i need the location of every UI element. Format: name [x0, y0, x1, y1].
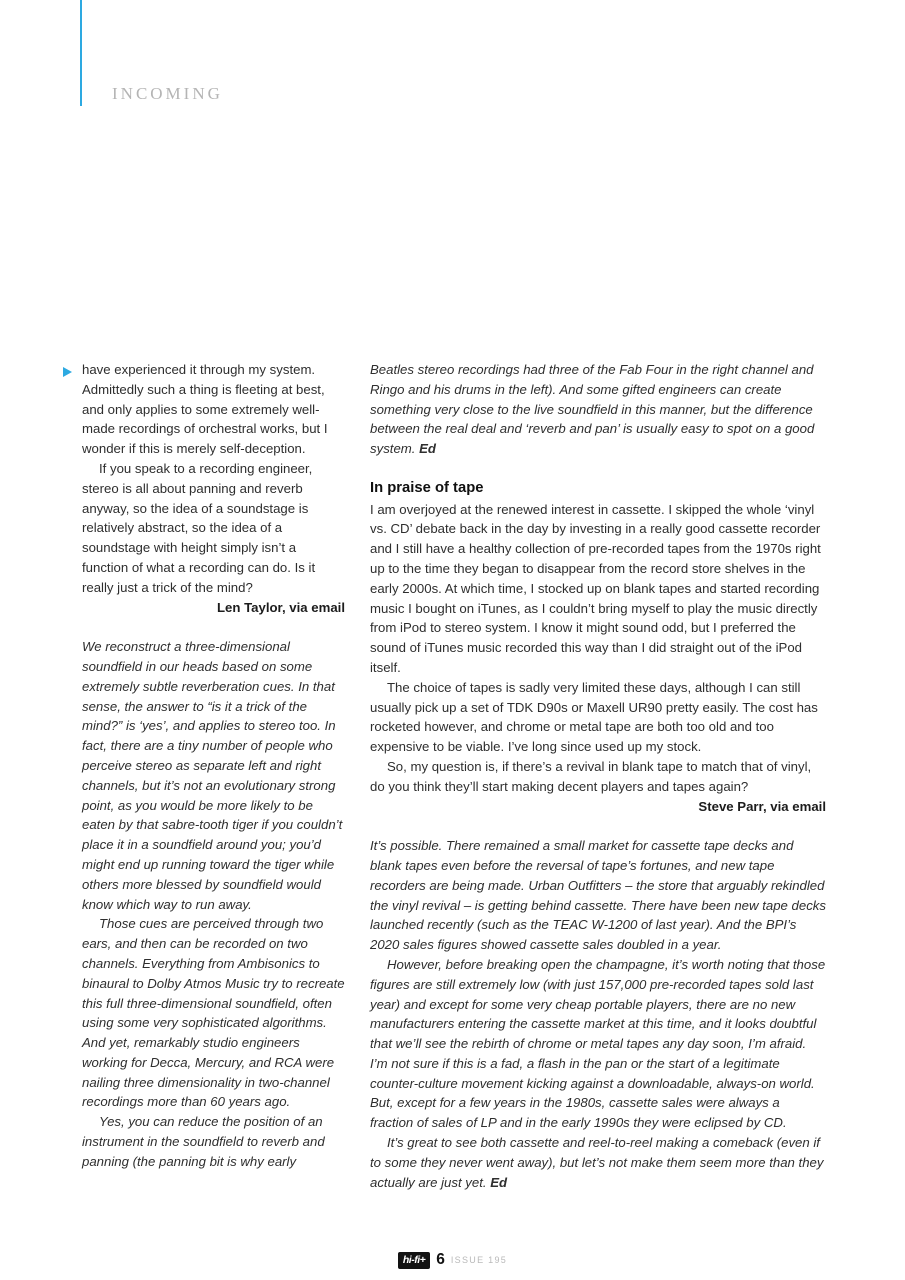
editor-reply-paragraph: We reconstruct a three-dimensional soundfield in our heads based on some extremely subtle reverberation cues. In that sense, the answer to “is it a trick of the mind?” is ‘yes’, and applies to stereo too. In fact, there are a tiny number of people who perceive stereo as separate left and right channels, but it’s not an evolutionary strong point, as you would be more likely to be eaten by that sabre-tooth tiger if you couldn’t place it in a soundfield around you; you’d might end up running toward the tiger while others more blessed by soundfield would know which way to run away.	[82, 639, 343, 912]
editor-reply-paragraph: Those cues are perceived through two ears, and then can be recorded on two channels. Everything from Ambisonics to binaural to Dolby Atmos Music try to recreate this full three-dimensional soundfield, often using some very sophisticated algorithms. And yet, remarkably studio engineers working for Decca, Mercury, and RCA were nailing three dimensionality in two-channel recordings more than 60 years ago.	[82, 916, 345, 1110]
editor-reply-paragraph	[370, 1133, 826, 1192]
letter-attribution: Steve Parr, via email	[698, 798, 826, 814]
letter-heading: In praise of tape	[370, 479, 484, 496]
left-column	[82, 360, 345, 1172]
editor-reply-paragraph: However, before breaking open the champagne, it’s worth noting that those figures are still extremely low (with just 157,000 pre-recorded tapes sold last year) and except for some very cheap portable players, there are no new manufacturers entering the cassette market at this time, and it looks doubtful that we’ll see the rebirth of chrome or metal tapes any day soon, I’m afraid. I’m not sure if this is a fad, a flash in the pan or the start of a legitimate counter-culture movement kicking against a downloadable, always-on world. But, except for a few years in the 1980s, cassette sales were always a fraction of sales of LP and in the early 1990s they were eclipsed by CD.	[370, 956, 826, 1131]
editor-reply-text: Beatles stereo recordings had three of the Fab Four in the right channel and Ringo and his drums in the left). And some gifted engineers can create something very close to the live soundfield in this manner, but the difference between the real deal and ‘reverb and pan’ is usually easy to spot on a good system.	[370, 362, 815, 457]
letter-paragraph: I am overjoyed at the renewed interest in cassette. I skipped the whole ‘vinyl vs. CD’ debate back in the day by investing in a really good cassette recorder and I still have a healthy collection of pre-recorded tapes from the 1970s right up to the time they began to disappear from the record store shelves in the early 2000s. At which time, I stocked up on blank tapes and started recording music I bought on iTunes, as I couldn’t bring myself to play the music directly from iPod to stereo system. I know it might sound odd, but I preferred the sound of iTunes music recorded this way than I did straight out of the iPod itself.	[370, 501, 821, 675]
issue-label: ISSUE 195	[450, 1255, 508, 1265]
editor-reply-text: It’s great to see both cassette and reel-to-reel making a comeback (even if to some they never went away), but let’s not make them seem more than they actually are just yet.	[370, 1135, 824, 1190]
right-column	[370, 360, 826, 1192]
editor-reply-paragraph: It’s possible. There remained a small market for cassette tape decks and blank tapes even before the reversal of tape’s fortunes, and new tape recorders are being made. Urban Outfitters – the store that arguably rekindled the vinyl revival – is getting behind cassette. There have been new tape decks launched recently (such as the TEAC W-1200 of last year). And the BPI’s 2020 sales figures showed cassette sales doubled in a year.	[370, 838, 826, 953]
hifi-plus-logo: hi-fi+	[398, 1252, 430, 1269]
editor-signature: Ed	[490, 1174, 508, 1190]
letter-paragraph: have experienced it through my system. Admittedly such a thing is fleeting at best, and only applies to some extremely well-made recordings of orchestral works, but I wonder if this is merely self-deception.	[82, 362, 328, 457]
letter-paragraph: If you speak to a recording engineer, stereo is all about panning and reverb anyway, so the idea of a soundstage is relatively abstract, so the idea of a soundstage with height simply isn’t a function of what a recording can do. Is it really just a trick of the mind?	[82, 460, 316, 595]
editor-reply-paragraph	[370, 360, 826, 459]
continuation-arrow-icon	[63, 367, 72, 377]
section-label: INCOMING	[112, 84, 223, 103]
letter-paragraph: The choice of tapes is sadly very limited these days, although I can still usually pick up a set of TDK D90s or Maxell UR90 pretty easily. The cost has rocketed however, and chrome or metal tape are both too old and too expensive to be viable. I’ve long since used up my stock.	[370, 679, 818, 755]
page-number: 6	[436, 1251, 445, 1268]
letter-attribution: Len Taylor, via email	[216, 599, 345, 615]
editor-reply-paragraph: Yes, you can reduce the position of an instrument in the soundfield to reverb and panning (the panning bit is why early	[82, 1114, 325, 1169]
accent-rule	[80, 0, 82, 106]
page-footer	[0, 1251, 905, 1269]
letter-paragraph: So, my question is, if there’s a revival in blank tape to match that of vinyl, do you think they’ll start making decent players and tapes again?	[370, 758, 812, 794]
editor-signature: Ed	[419, 441, 436, 457]
